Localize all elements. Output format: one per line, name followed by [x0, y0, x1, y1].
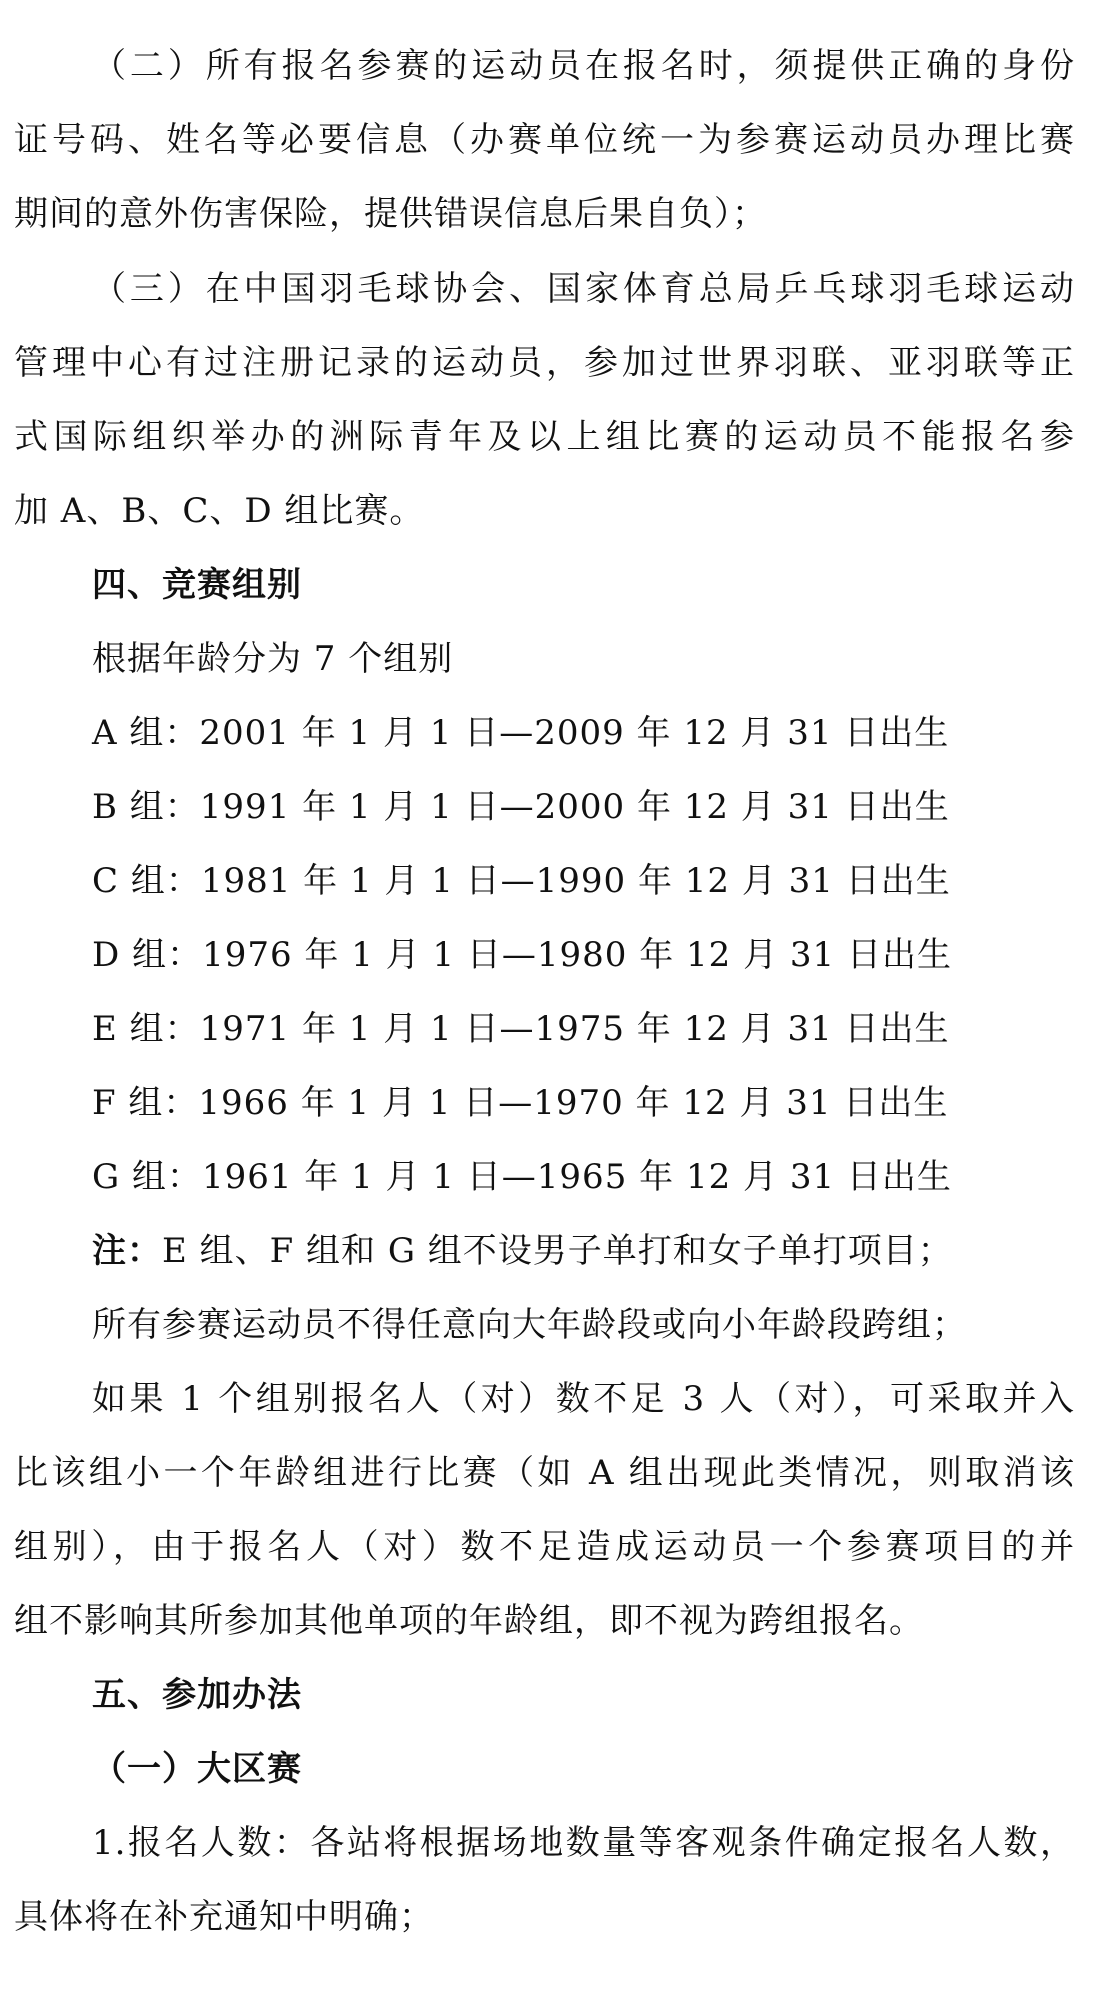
para-2-line-2: 证号码、姓名等必要信息（办赛单位统一为参赛运动员办理比赛 [14, 120, 1075, 160]
para-3-line-3: 式国际组织举办的洲际青年及以上组比赛的运动员不能报名参 [14, 417, 1075, 457]
group-d-line: D 组：1976 年 1 月 1 日—1980 年 12 月 31 日出生 [92, 935, 952, 975]
item-1-line-2: 具体将在补充通知中明确； [14, 1897, 434, 1937]
merge-para-line-2: 比该组小一个年龄组进行比赛（如 A 组出现此类情况，则取消该 [14, 1453, 1075, 1493]
note-line [0, 1229, 1101, 1273]
section-4-intro: 根据年龄分为 7 个组别 [92, 639, 454, 679]
group-e-line: E 组：1971 年 1 月 1 日—1975 年 12 月 31 日出生 [92, 1009, 950, 1049]
merge-para-line-1: 如果 1 个组别报名人（对）数不足 3 人（对），可采取并入 [92, 1379, 1075, 1419]
merge-para-line-3: 组别），由于报名人（对）数不足造成运动员一个参赛项目的并 [14, 1527, 1075, 1567]
section-5-subheading: （一）大区赛 [92, 1749, 302, 1789]
para-2-line-3: 期间的意外伤害保险，提供错误信息后果自负）； [14, 194, 767, 234]
note-line-2: 所有参赛运动员不得任意向大年龄段或向小年龄段跨组； [92, 1305, 967, 1345]
section-4-heading: 四、竞赛组别 [92, 565, 302, 605]
note-text: E 组、F 组和 G 组不设男子单打和女子单打项目； [162, 1231, 953, 1271]
group-f-line: F 组：1966 年 1 月 1 日—1970 年 12 月 31 日出生 [92, 1083, 949, 1123]
para-3-line-2: 管理中心有过注册记录的运动员，参加过世界羽联、亚羽联等正 [14, 343, 1075, 383]
para-3-line-4: 加 A、B、C、D 组比赛。 [14, 491, 425, 531]
group-b-line: B 组：1991 年 1 月 1 日—2000 年 12 月 31 日出生 [92, 787, 950, 827]
para-2-line-1: （二）所有报名参赛的运动员在报名时，须提供正确的身份 [92, 46, 1075, 86]
section-5-heading: 五、参加办法 [92, 1675, 302, 1715]
group-c-line: C 组：1981 年 1 月 1 日—1990 年 12 月 31 日出生 [92, 861, 951, 901]
para-3-line-1: （三）在中国羽毛球协会、国家体育总局乒乓球羽毛球运动 [92, 269, 1075, 309]
item-1-line-1: 1.报名人数：各站将根据场地数量等客观条件确定报名人数， [92, 1823, 1075, 1863]
merge-para-line-4: 组不影响其所参加其他单项的年龄组，即不视为跨组报名。 [14, 1601, 924, 1641]
group-a-line: A 组：2001 年 1 月 1 日—2009 年 12 月 31 日出生 [92, 713, 950, 753]
note-label: 注： [92, 1231, 162, 1271]
group-g-line: G 组：1961 年 1 月 1 日—1965 年 12 月 31 日出生 [92, 1157, 952, 1197]
